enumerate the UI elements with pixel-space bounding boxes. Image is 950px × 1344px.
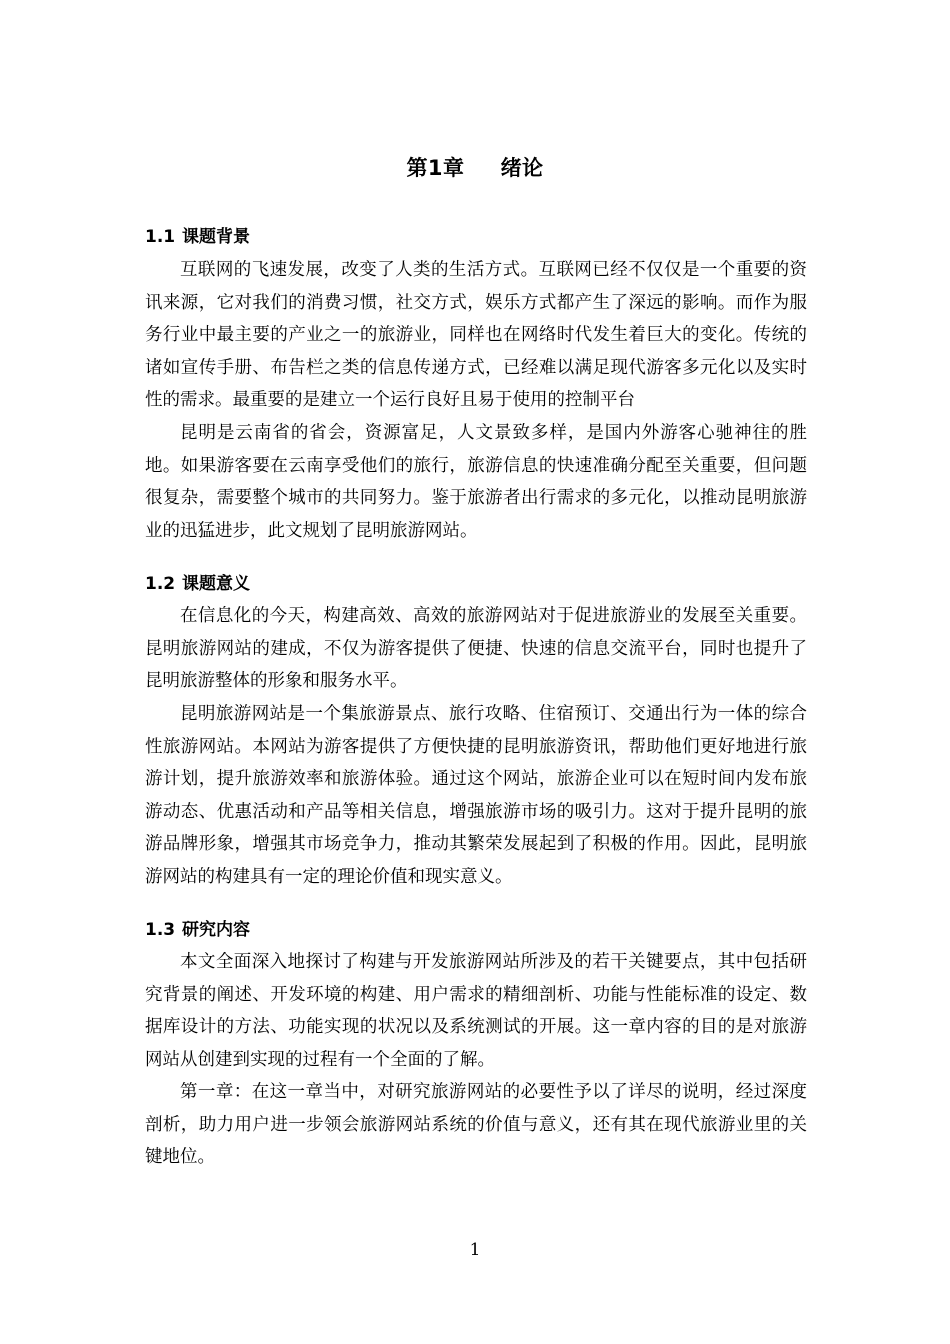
section-heading-1-2 (145, 569, 250, 594)
section-heading-1-3 (145, 915, 250, 940)
paragraph: 互联网的飞速发展，改变了人类的生活方式。互联网已经不仅仅是一个重要的资讯来源，它对我们的消费习惯，社交方式，娱乐方式都产生了深远的影响。而作为服务行业中最主要的产业之一的旅游业，同样也在网络时代发生着巨大的变化。传统的诸如宣传手册、布告栏之类的信息传递方式，已经难以满足现代游客多元化以及实时性的需求。最重要的是建立一个运行良好且易于使用的控制平台 (145, 260, 807, 410)
chapter-title-text: 绪论 (500, 156, 544, 180)
page-number: 1 (469, 1240, 481, 1260)
section-title: 课题背景 (182, 227, 250, 247)
section-number: 1.3 (145, 920, 176, 940)
paragraph: 本文全面深入地探讨了构建与开发旅游网站所涉及的若干关键要点，其中包括研究背景的阐述、开发环境的构建、用户需求的精细剖析、功能与性能标准的设定、数据库设计的方法、功能实现的状况以及系统测试的开展。这一章内容的目的是对旅游网站从创建到实现的过程有一个全面的了解。 (145, 952, 807, 1070)
section-number: 1.1 (145, 227, 176, 247)
paragraph: 在信息化的今天，构建高效、高效的旅游网站对于促进旅游业的发展至关重要。昆明旅游网站的建成，不仅为游客提供了便捷、快速的信息交流平台，同时也提升了昆明旅游整体的形象和服务水平。 (145, 606, 807, 691)
chapter-number: 第1章 (406, 156, 465, 180)
section-title: 课题意义 (182, 574, 250, 594)
section-number: 1.2 (145, 574, 176, 594)
paragraph: 昆明是云南省的省会，资源富足，人文景致多样，是国内外游客心驰神往的胜地。如果游客要在云南享受他们的旅行，旅游信息的快速准确分配至关重要，但问题很复杂，需要整个城市的共同努力。鉴于旅游者出行需求的多元化，以推动昆明旅游业的迅猛进步，此文规划了昆明旅游网站。 (145, 423, 807, 541)
section-title: 研究内容 (182, 920, 250, 940)
chapter-title (0, 152, 950, 182)
paragraph: 昆明旅游网站是一个集旅游景点、旅行攻略、住宿预订、交通出行为一体的综合性旅游网站。本网站为游客提供了方便快捷的昆明旅游资讯，帮助他们更好地进行旅游计划，提升旅游效率和旅游体验。通过这个网站，旅游企业可以在短时间内发布旅游动态、优惠活动和产品等相关信息，增强旅游市场的吸引力。这对于提升昆明的旅游品牌形象，增强其市场竞争力，推动其繁荣发展起到了积极的作用。因此，昆明旅游网站的构建具有一定的理论价值和现实意义。 (145, 704, 807, 887)
section-heading-1-1 (145, 222, 250, 247)
paragraph: 第一章：在这一章当中，对研究旅游网站的必要性予以了详尽的说明，经过深度剖析，助力用户进一步领会旅游网站系统的价值与意义，还有其在现代旅游业里的关键地位。 (145, 1082, 807, 1167)
